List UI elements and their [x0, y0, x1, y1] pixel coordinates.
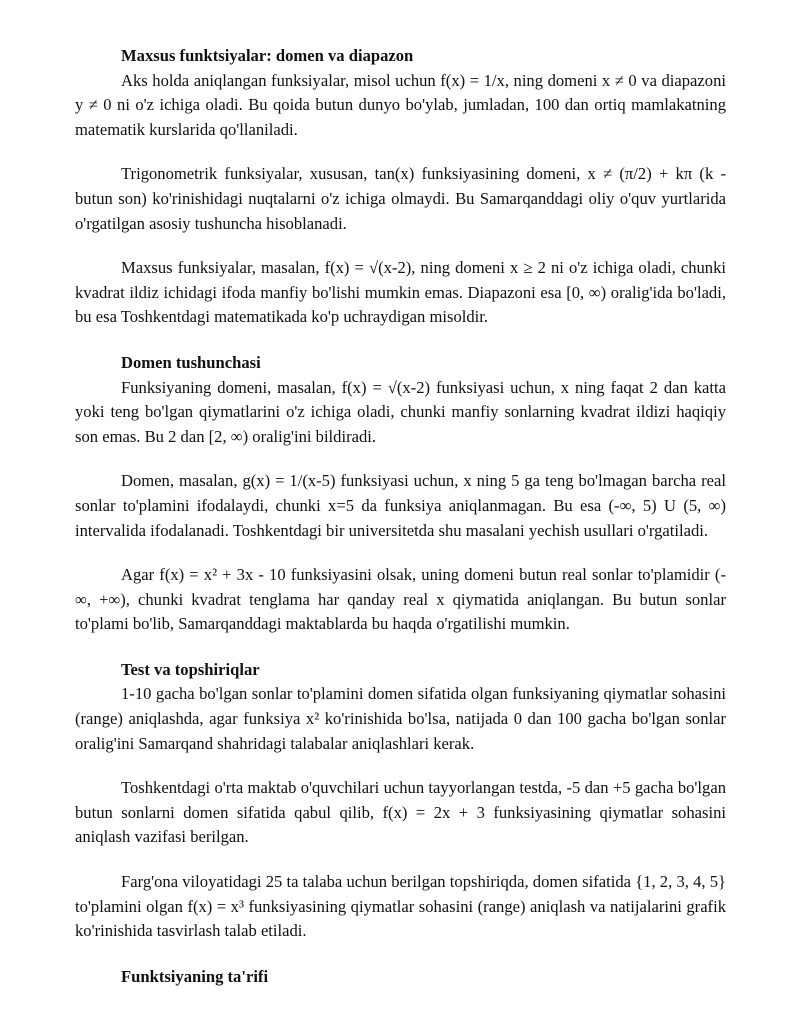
section-heading-function-definition: Funktsiyaning ta'rifi — [121, 966, 269, 986]
section-heading-tests: Test va topshiriqlar — [121, 659, 260, 679]
paragraph: Toshkentdagi o'rta maktab o'quvchilari uchun tayyorlangan testda, -5 dan +5 gacha bo'lgan butun sonlarni domen sifatida qabul qilib, f(x) = 2x + 3 funksiyasining qiymatlar sohasini aniqlash vazifasi berilgan. — [75, 778, 726, 847]
paragraph: Funksiyaning domeni, masalan, f(x) = √(x-2) funksiyasi uchun, x ning faqat 2 dan katta yoki teng bo'lgan qiymatlarini o'z ichiga oladi, chunki manfiy sonlarning kvadrat ildizi haqiqiy son emas. Bu 2 dan [2, ∞) oralig'ini bildiradi. — [75, 377, 726, 446]
paragraph: Domen, masalan, g(x) = 1/(x-5) funksiyasi uchun, x ning 5 ga teng bo'lmagan barcha real sonlar to'plamini ifodalaydi, chunki x=5 da funksiya aniqlanmagan. Bu esa (-∞, 5) U (5, ∞) intervalida ifodalanadi. Toshkentdagi bir universitetda shu masalani yechish usullari o'rgatiladi. — [75, 471, 726, 540]
paragraph: Farg'ona viloyatidagi 25 ta talaba uchun berilgan topshiriqda, domen sifatida {1, 2, 3, 4, 5} to'plamini olgan f(x) = x³ funksiyasining qiymatlar sohasini (range) aniqlash va natijalarini grafik ko'rinishida tasvirlash talab etiladi. — [75, 872, 726, 941]
paragraph: Aks holda aniqlangan funksiyalar, misol uchun f(x) = 1/x, ning domeni x ≠ 0 va diapazoni y ≠ 0 ni o'z ichiga oladi. Bu qoida butun dunyo bo'ylab, jumladan, 100 dan ortiq mamlakatning matematik kurslarida qo'llaniladi. — [75, 70, 726, 139]
section-heading-special-functions: Maxsus funktsiyalar: domen va diapazon — [121, 46, 414, 65]
paragraph: 1-10 gacha bo'lgan sonlar to'plamini domen sifatida olgan funksiyaning qiymatlar sohasini (range) aniqlashda, agar funksiya x² ko'rinishida bo'lsa, natijada 0 dan 100 gacha bo'lgan sonlar oralig'ini Samarqand shahridagi talabalar aniqlashlari kerak. — [75, 684, 726, 753]
paragraph: Agar f(x) = x² + 3x - 10 funksiyasini olsak, uning domeni butun real sonlar to'plamidir (-∞, +∞), chunki kvadrat tenglama har qanday real x qiymatida aniqlangan. Bu butun sonlar to'plami bo'lib, Samarqanddagi maktablarda bu haqda o'rgatilishi mumkin. — [75, 565, 726, 634]
paragraph: Trigonometrik funksiyalar, xususan, tan(x) funksiyasining domeni, x ≠ (π/2) + kπ (k - butun son) ko'rinishidagi nuqtalarni o'z ichiga olmaydi. Bu Samarqanddagi oliy o'quv yurtlarida o'rgatilgan asosiy tushuncha hisoblanadi. — [75, 164, 726, 233]
paragraph: Maxsus funksiyalar, masalan, f(x) = √(x-2), ning domeni x ≥ 2 ni o'z ichiga oladi, chunki kvadrat ildiz ichidagi ifoda manfiy bo'lishi mumkin emas. Diapazoni esa [0, ∞) oralig'ida bo'ladi, bu esa Toshkentdagi matematikada ko'p uchraydigan misoldir. — [75, 258, 726, 327]
section-heading-domain-concept: Domen tushunchasi — [121, 352, 261, 372]
